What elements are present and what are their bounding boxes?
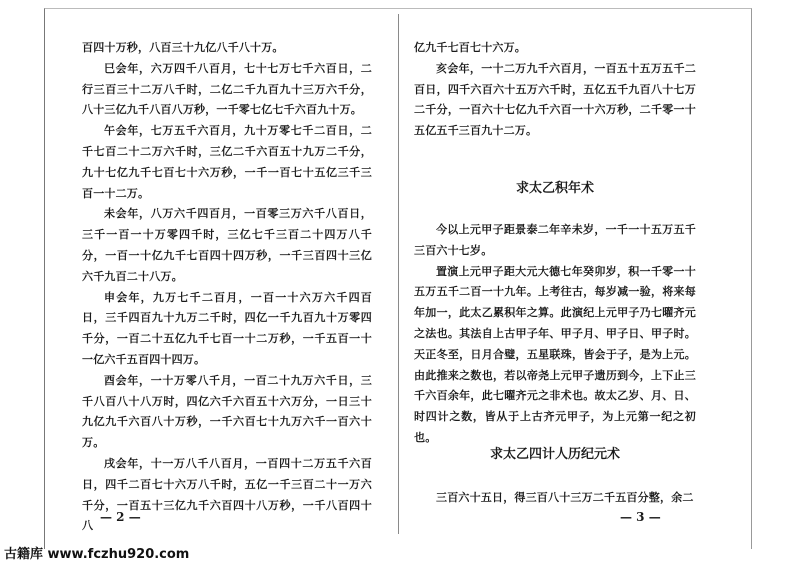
- paragraph: 百四十万秒，八百三十九亿八千八十万。: [82, 41, 284, 54]
- section-heading-sijirenli: 求太乙四计人历纪元术: [489, 447, 620, 462]
- left-page: [82, 38, 372, 537]
- page-number-right: — 3 —: [620, 510, 661, 524]
- section-jinian: [414, 220, 696, 449]
- paragraph: 戌会年，十一万八千八百月，一百四十二万五千六百日，四千二百七十六万八千时，五亿一千三百二十一万六千分，一百五十三亿九千六百四十八万秒，一千八百四十八: [82, 456, 372, 533]
- paragraph: 亥会年，一十二万九千六百月，一百五十五万五千二百日，四千六百六十五万六千时，五亿五千九百八十七万二千分，一百六十七亿九千六百一十六万秒，二千零一十五亿五千三百九十二万。: [414, 61, 696, 138]
- paragraph: 今以上元甲子距景泰二年辛未岁，一千一十五万五千三百六十七岁。: [414, 223, 696, 257]
- page-number-left: — 2 —: [100, 510, 141, 524]
- paragraph: 巳会年，六万四千八百月，七十七万七千六百日，二行三百三十二万八千时，二亿二千九百九十三万六千分，八十三亿九千八百八万秒，一千零七亿七千六百九十万。: [82, 61, 372, 117]
- paragraph: 亿九千七百七十六万。: [414, 41, 526, 54]
- paragraph: 申会年，九万七千二百月，一百一十六万六千四百日，三千四百九十九万二千时，四亿一千九百九十万零四千分，一百二十五亿九千七百一十二万秒，一千五百一十一亿六千五百四十四万。: [82, 290, 372, 366]
- site-watermark: 古籍库 www.fczhu920.com: [4, 547, 190, 562]
- section-sijirenli: [414, 488, 696, 509]
- page-divider: [398, 14, 399, 534]
- paragraph: 置演上元甲子距大元大德七年癸卯岁，积一千零一十五万五千二百一十九年。上考往古，每岁减一验，将来每年加一，此太乙累积年之算。此演纪上元甲子乃七曜齐元之法也。其法自上古甲子年、甲子月、甲子日、甲子时。天正冬至，日月合璧，五星联珠，皆会于子，是为上元。由此推来之数也，若以帝尧上元甲子遗历到今，上下止三千六百余年，此七曜齐元之非术也。故太乙岁、月、日、时四计之数，皆从于上古齐元甲子，为上元第一纪之初也。: [414, 264, 696, 444]
- paragraph: 午会年，七万五千六百月，九十万零七千二百日，二千七百二十二万六千时，三亿二千六百五十九万二千分，九十七亿九千七百七十六万秒，一千一百七十五亿三千三百一十二万。: [82, 124, 372, 200]
- section-heading-jinian: 求太乙积年术: [515, 181, 594, 196]
- paragraph: 未会年，八万六千四百月，一百零三万六千八百日，三千一百一十万零四千时，三亿七千三百二十四万八千分，一百一十亿九千七百四十四万秒，一千三百四十三亿六千九百二十八万。: [82, 207, 372, 283]
- paragraph: 酉会年，一十万零八千月，一百二十九万六千日，三千八百八十八万时，四亿六千六百五十六万分，一日三十九亿九千六百八十万秒，一千六百七十九万六千一百六十万。: [82, 373, 372, 450]
- paragraph: 三百六十五日，得三百八十三万二千五百分整，余二: [436, 491, 694, 504]
- right-page: [414, 38, 696, 142]
